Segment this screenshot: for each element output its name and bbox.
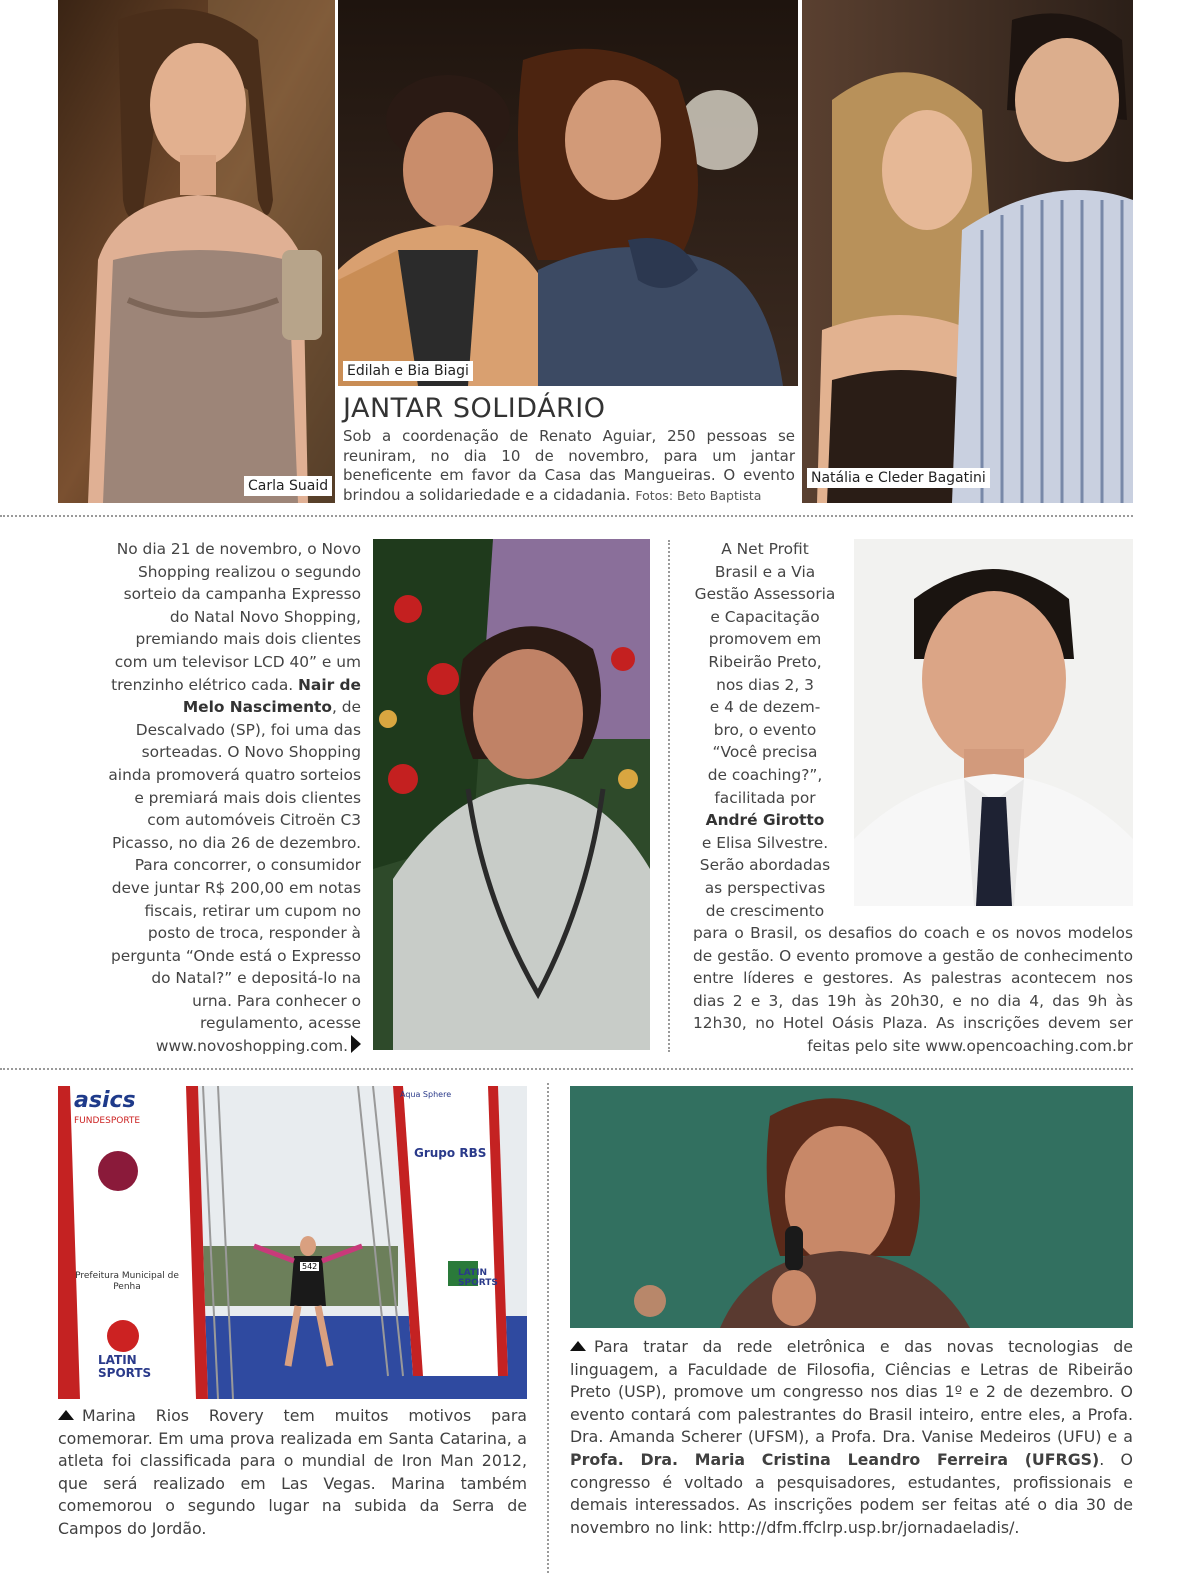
- divider-bottom: [0, 1068, 1133, 1070]
- novo-shopping-highlight-name: Nair de Melo Nascimento: [182, 675, 361, 717]
- arrow-right-icon: [351, 1035, 361, 1053]
- photo-natalia-cleder-bagatini: [802, 0, 1133, 503]
- coaching-line: Ribeirão Preto,: [708, 652, 822, 671]
- coaching-line: nos dias 2, 3: [716, 675, 814, 694]
- coaching-line: e 4 de dezem-: [709, 698, 821, 717]
- banner-prefeitura-penha: Prefeitura Municipal de Penha: [75, 1271, 179, 1292]
- coaching-line: as perspectivas: [704, 878, 826, 897]
- triangle-up-icon: [58, 1410, 74, 1420]
- coaching-story: [693, 538, 1133, 1058]
- divider-lower: [547, 1083, 549, 1573]
- caption-edilah-bia-biagi: Edilah e Bia Biagi: [343, 361, 473, 381]
- race-bib-number: 542: [302, 1262, 318, 1271]
- photo-congress-speaker: [570, 1086, 1133, 1328]
- coaching-wide-text: para o Brasil, os desafios do coach e os novos modelos de gestão. O evento promove a gestão de conhecimento entre líderes e gestores. As palestras acontecem nos dias 2 e 3, das 19h às 20h30, e no dia 4, das 9h às 12h30, no Hotel Oásis Plaza. As inscrições devem ser feitas pelo site www.opencoaching.com.br: [693, 924, 1133, 1056]
- usp-story: [570, 1336, 1133, 1539]
- triangle-up-icon: [570, 1341, 586, 1351]
- coaching-line: “Você precisa: [712, 743, 818, 762]
- coaching-line: promovem em: [708, 630, 822, 649]
- novo-shopping-text-2: , de Descalvado (SP), foi uma das sorteadas. O Novo Shopping ainda promoverá quatro sorteios e premiará mais dois clientes com automóveis Citroën C3 Picasso, no dia 26 de dezembro. Para concorrer, o consumidor deve juntar R$ 200,00 em notas fiscais, retirar um cupom no posto de troca, responder à pergunta “Onde está o Expresso do Natal?” e depositá-lo na urna. Para conhecer o regulamento, acesse www.novoshopping.com.: [108, 698, 361, 1056]
- coaching-highlight-name: André Girotto: [705, 811, 825, 830]
- caption-carla-suaid: Carla Suaid: [244, 476, 332, 496]
- photo-carla-suaid: [58, 0, 335, 503]
- coaching-line: e Capacitação: [710, 607, 820, 626]
- coaching-line: Brasil e a Via: [714, 562, 816, 581]
- coaching-line: Gestão Assessoria: [694, 585, 836, 604]
- coaching-line: Serão abordadas: [699, 856, 831, 875]
- usp-highlight: Profa. Dra. Maria Cristina Leandro Ferreira (UFRGS): [570, 1449, 1100, 1469]
- banner-latin-sports-right: LATIN SPORTS: [458, 1268, 498, 1288]
- banner-latin-sports-left: LATIN SPORTS: [98, 1353, 152, 1380]
- coaching-narrow-column: [693, 538, 837, 922]
- caption-natalia-cleder-bagatini: Natália e Cleder Bagatini: [807, 468, 990, 488]
- coaching-line: de crescimento: [705, 901, 825, 920]
- banner-grupo-rbs: Grupo RBS: [414, 1146, 487, 1160]
- coaching-line: facilitada por: [714, 788, 816, 807]
- photo-nair-de-melo: [373, 539, 650, 1050]
- coaching-line: A Net Profit: [721, 540, 809, 558]
- marina-text: Marina Rios Rovery tem muitos motivos para comemorar. Em uma prova realizada em Santa Catarina, a atleta foi classificada para o mundial de Iron Man 2012, que será realizado em Las Vegas. Marina também comemorou o segundo lugar na subida da Serra de Campos do Jordão.: [58, 1406, 527, 1538]
- headline-jantar-solidario: JANTAR SOLIDÁRIO: [343, 393, 606, 424]
- divider-middle: [668, 540, 670, 1052]
- coaching-line: de coaching?”,: [707, 765, 823, 784]
- intro-text: Sob a coordenação de Renato Aguiar, 250 pessoas se reuniram, no dia 10 de novembro, para um jantar beneficente em favor da Casa das Mangueiras. O evento brindou a solidariedade e a cidadania.: [343, 427, 795, 504]
- usp-text-1: Para tratar da rede eletrônica e das novas tecnologias de linguagem, a Faculdade de Filosofia, Ciências e Letras de Ribeirão Preto (USP), promove um congresso nos dias 1º e 2 de dezembro. O evento contará com palestrantes do Brasil inteiro, entre eles, a Profa. Dra. Amanda Scherer (UFSM), a Profa. Dra. Vanise Medeiros (UFU) e a: [570, 1337, 1133, 1447]
- intro-paragraph: [343, 427, 795, 505]
- photo-credit: Fotos: Beto Baptista: [635, 487, 762, 503]
- banner-asics-logo: asics: [74, 1088, 136, 1113]
- divider-top: [0, 515, 1133, 517]
- photo-edilah-bia-biagi: [338, 0, 798, 386]
- usp-text-2: . O congresso é voltado a pesquisadores, estudantes, profissionais e demais interessados. As inscrições podem ser feitas até o dia 30 de novembro no link: http://dfm.ffclrp.usp.br/jornadaeladis/.: [570, 1449, 1133, 1537]
- banner-fundesporte: FUNDESPORTE: [74, 1116, 141, 1126]
- coaching-line: e Elisa Silvestre.: [701, 833, 829, 852]
- marina-story: [58, 1405, 527, 1541]
- novo-shopping-text-1: No dia 21 de novembro, o Novo Shopping realizou o segundo sorteio da campanha Expresso do Natal Novo Shopping, premiando mais dois clientes com um televisor LCD 40” e um trenzinho elétrico cada.: [111, 540, 361, 694]
- novo-shopping-story: [108, 538, 361, 1058]
- banner-aqua-sphere: Aqua Sphere: [400, 1090, 452, 1099]
- photo-marina-rios-rovery: [58, 1086, 527, 1399]
- coaching-line: bro, o evento: [713, 720, 817, 739]
